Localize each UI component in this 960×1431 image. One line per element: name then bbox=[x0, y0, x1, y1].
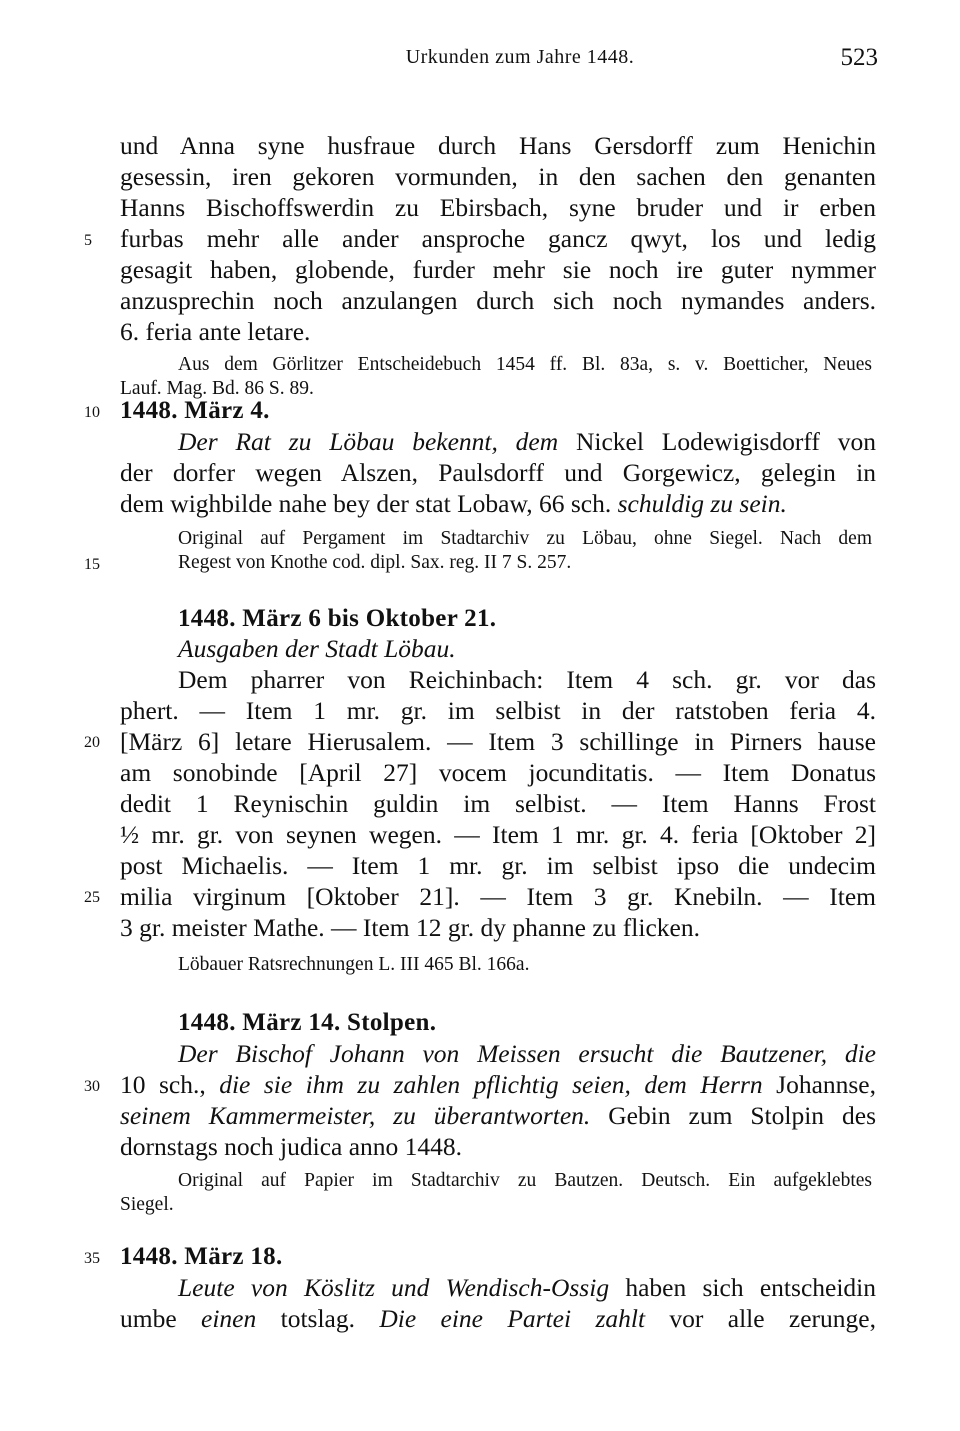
text-line: ½ mr. gr. von seynen wegen. — Item 1 mr. gr. 4. feria [Oktober 2] bbox=[120, 820, 876, 849]
text-line: post Michaelis. — Item 1 mr. gr. im selbist ipso die undecim bbox=[120, 851, 876, 880]
summary-italic: Leute von Köslitz und Wendisch-Ossig bbox=[178, 1273, 610, 1302]
summary-italic: einen bbox=[201, 1304, 257, 1333]
text-line: anzusprechin noch anzulangen durch sich noch nymandes anders. bbox=[120, 286, 876, 315]
summary-italic: Die eine Partei zahlt bbox=[379, 1304, 646, 1333]
text-line: gesessin, iren gekoren vormunden, in den sachen den genanten bbox=[120, 162, 876, 191]
text-line bbox=[178, 1272, 876, 1303]
entry-date: 1448. März 6 bis Oktober 21. bbox=[178, 605, 497, 632]
text-line: furbas mehr alle ander ansproche gancz qwyt, los und ledig bbox=[120, 224, 876, 253]
text-line bbox=[178, 426, 876, 457]
text-line bbox=[120, 488, 876, 519]
text-span: Johannse, bbox=[762, 1070, 876, 1099]
source-note: Regest von Knothe cod. dipl. Sax. reg. II 7 S. 257. bbox=[178, 552, 572, 573]
summary-italic: Der Rat zu Löbau bekennt, dem bbox=[178, 427, 559, 456]
text-line: 6. feria ante letare. bbox=[120, 317, 311, 346]
text-span: vor alle zerunge, bbox=[645, 1304, 876, 1333]
text-line: Hanns Bischoffswerdin zu Ebirsbach, syne bruder und ir erben bbox=[120, 193, 876, 222]
line-number: 30 bbox=[84, 1078, 100, 1095]
source-note: Original auf Pergament im Stadtarchiv zu Löbau, ohne Siegel. Nach dem bbox=[178, 528, 872, 549]
text-line: milia virginum [Oktober 21]. — Item 3 gr. Knebiln. — Item bbox=[120, 882, 876, 911]
summary-italic: die sie ihm zu zahlen pflichtig seien, dem Herrn bbox=[219, 1070, 763, 1099]
text-line bbox=[120, 1069, 876, 1100]
entry-summary: Ausgaben der Stadt Löbau. bbox=[178, 634, 456, 663]
text-line: und Anna syne husfraue durch Hans Gersdorff zum Henichin bbox=[120, 131, 876, 160]
text-line: dornstags noch judica anno 1448. bbox=[120, 1132, 463, 1161]
summary-italic: schuldig zu sein. bbox=[617, 489, 787, 518]
entry-date: 1448. März 14. Stolpen. bbox=[178, 1009, 437, 1036]
text-line bbox=[120, 1100, 876, 1131]
text-line bbox=[120, 1303, 876, 1334]
text-line: gesagit haben, globende, furder mehr sie noch ire guter nymmer bbox=[120, 255, 876, 284]
entry-date: 1448. März 4. bbox=[120, 397, 270, 424]
line-number: 35 bbox=[84, 1250, 100, 1267]
text-span: Nickel Lodewigisdorff von bbox=[558, 427, 876, 456]
summary-italic: seinem Kammermeister, zu überantworten. bbox=[120, 1101, 591, 1130]
running-title: Urkunden zum Jahre 1448. bbox=[405, 46, 635, 68]
text-line: dedit 1 Reynischin guldin im selbist. — Item Hanns Frost bbox=[120, 789, 876, 818]
line-number: 5 bbox=[84, 232, 92, 249]
text-line: am sonobinde [April 27] vocem jocunditatis. — Item Donatus bbox=[120, 758, 876, 787]
text-span: dem wighbilde nahe bey der stat Lobaw, 66 sch. bbox=[120, 489, 618, 518]
text-span: haben sich entscheidin bbox=[609, 1273, 876, 1302]
text-line: Dem pharrer von Reichinbach: Item 4 sch. gr. vor das bbox=[178, 665, 876, 694]
entry-summary: Der Bischof Johann von Meissen ersucht die Bautzener, die bbox=[178, 1039, 876, 1068]
page-number: 523 bbox=[840, 44, 878, 71]
source-note: Original auf Papier im Stadtarchiv zu Bautzen. Deutsch. Ein aufgeklebtes bbox=[178, 1170, 872, 1191]
line-number: 20 bbox=[84, 734, 100, 751]
text-line: [März 6] letare Hierusalem. — Item 3 schillinge in Pirners hause bbox=[120, 727, 876, 756]
text-line: phert. — Item 1 mr. gr. im selbist in der ratstoben feria 4. bbox=[120, 696, 876, 725]
entry-date: 1448. März 18. bbox=[120, 1243, 283, 1270]
line-number: 15 bbox=[84, 556, 100, 573]
text-span: Gebin zum Stolpin des bbox=[590, 1101, 876, 1130]
text-span: 10 sch., bbox=[120, 1070, 220, 1099]
text-span: umbe bbox=[120, 1304, 202, 1333]
source-note: Löbauer Ratsrechnungen L. III 465 Bl. 166a. bbox=[178, 954, 530, 975]
source-note: Lauf. Mag. Bd. 86 S. 89. bbox=[120, 378, 314, 399]
line-number: 25 bbox=[84, 889, 100, 906]
text-line: der dorfer wegen Alszen, Paulsdorff und Gorgewicz, gelegin in bbox=[120, 458, 876, 487]
text-span: totslag. bbox=[256, 1304, 380, 1333]
line-number: 10 bbox=[84, 404, 100, 421]
source-note: Aus dem Görlitzer Entscheidebuch 1454 ff. Bl. 83a, s. v. Boetticher, Neues bbox=[178, 354, 872, 375]
source-note: Siegel. bbox=[120, 1194, 174, 1215]
text-line: 3 gr. meister Mathe. — Item 12 gr. dy phanne zu flicken. bbox=[120, 913, 700, 942]
